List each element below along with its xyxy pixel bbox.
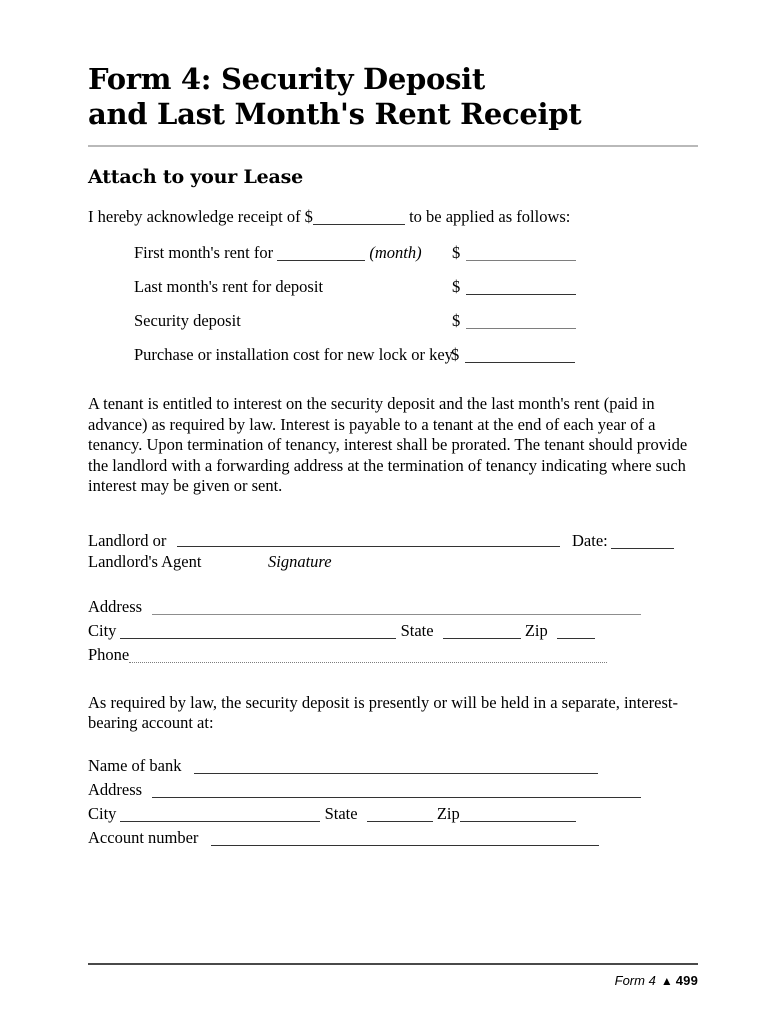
item-label-lock-or-key: Purchase or installation cost for new lock or key	[134, 345, 453, 364]
city-state-zip-row	[88, 621, 698, 645]
currency-symbol: $	[452, 243, 461, 262]
receipt-amount-field[interactable]	[313, 212, 405, 225]
item-label-last-month-deposit: Last month's rent for deposit	[134, 277, 324, 296]
receipt-item-row	[88, 345, 698, 379]
signature-caption: Signature	[268, 551, 332, 571]
date-label: Date:	[572, 530, 608, 550]
zip-label: Zip	[524, 620, 548, 640]
page-footer	[88, 972, 698, 990]
phone-field[interactable]	[129, 650, 607, 663]
receipt-items-list	[88, 243, 698, 379]
signature-caption-row	[88, 552, 698, 573]
item-label-first-month-rent	[134, 243, 422, 263]
acknowledgement-suffix: to be applied as follows:	[409, 207, 571, 226]
signature-block	[88, 497, 698, 573]
signature-row	[88, 531, 698, 552]
account-number-label: Account number	[88, 827, 199, 847]
amount-field[interactable]	[466, 248, 576, 261]
acknowledgement-line	[88, 188, 698, 227]
city-field[interactable]	[120, 626, 396, 639]
item-amount-lock-or-key	[451, 345, 575, 365]
phone-row	[88, 645, 698, 669]
bank-state-field[interactable]	[367, 809, 433, 822]
state-field[interactable]	[443, 626, 521, 639]
item-amount-security-deposit	[452, 311, 576, 331]
bank-name-row	[88, 756, 698, 780]
bank-city-field[interactable]	[120, 809, 320, 822]
item-label-note: (month)	[369, 243, 422, 262]
bank-zip-field[interactable]	[460, 809, 576, 822]
bank-state-label: State	[324, 803, 358, 823]
bank-zip-label: Zip	[436, 803, 460, 823]
page-title	[88, 0, 698, 132]
address-row	[88, 597, 698, 621]
bank-address-field[interactable]	[152, 785, 641, 798]
amount-field[interactable]	[466, 282, 576, 295]
address-field[interactable]	[152, 602, 641, 615]
city-label: City	[88, 620, 117, 640]
section-heading-attach-to-lease: Attach to your Lease	[88, 166, 304, 188]
footer-form-label: Form 4	[614, 973, 656, 988]
date-group	[572, 531, 674, 551]
phone-label: Phone	[88, 644, 130, 664]
signature-field[interactable]	[177, 546, 560, 547]
landlord-address-block	[88, 573, 698, 669]
zip-field[interactable]	[557, 626, 595, 639]
acknowledgement-prefix: I hereby acknowledge receipt of $	[88, 207, 313, 226]
account-number-row	[88, 828, 698, 852]
title-line-2: and Last Month's Rent Receipt	[88, 97, 582, 131]
amount-field[interactable]	[465, 350, 575, 363]
currency-symbol: $	[452, 277, 461, 296]
document-content	[88, 0, 698, 852]
item-amount-first-month-rent	[452, 243, 576, 263]
triangle-icon: ▲	[660, 974, 673, 988]
receipt-item-row	[88, 243, 698, 277]
bank-address-row	[88, 780, 698, 804]
state-label: State	[400, 620, 434, 640]
bank-details-block	[88, 734, 698, 852]
bank-city-state-zip-row	[88, 804, 698, 828]
account-number-field[interactable]	[211, 833, 599, 846]
amount-field[interactable]	[466, 316, 576, 329]
item-label-text: First month's rent for	[134, 243, 274, 262]
currency-symbol: $	[452, 311, 461, 330]
bank-name-label: Name of bank	[88, 755, 182, 775]
receipt-item-row	[88, 311, 698, 345]
landlord-label-line-2: Landlord's Agent	[88, 551, 202, 571]
interest-paragraph: A tenant is entitled to interest on the security deposit and the last month's rent (paid in advance) as required by law. Interest is payable to a tenant at the end of each year of a tenancy. Upon termination of tenancy, interest shall be prorated. The tenant should provide the landlord with a forwarding address at the termination of tenancy indicating where such interest may be given or sent.	[88, 394, 688, 495]
footer-page-number: 499	[675, 973, 698, 988]
bank-address-label: Address	[88, 779, 143, 799]
footer-divider	[88, 963, 698, 965]
title-line-1: Form 4: Security Deposit	[88, 62, 485, 96]
month-field[interactable]	[277, 248, 365, 261]
address-label: Address	[88, 596, 143, 616]
landlord-label-line-1: Landlord or	[88, 530, 167, 550]
receipt-item-row	[88, 277, 698, 311]
item-label-security-deposit: Security deposit	[134, 311, 241, 330]
item-amount-last-month-deposit	[452, 277, 576, 297]
bank-account-paragraph: As required by law, the security deposit is presently or will be held in a separate, interest-bearing account at:	[88, 692, 679, 732]
currency-symbol: $	[451, 345, 460, 364]
bank-city-label: City	[88, 803, 117, 823]
date-field[interactable]	[611, 536, 674, 549]
bank-name-field[interactable]	[194, 761, 598, 774]
